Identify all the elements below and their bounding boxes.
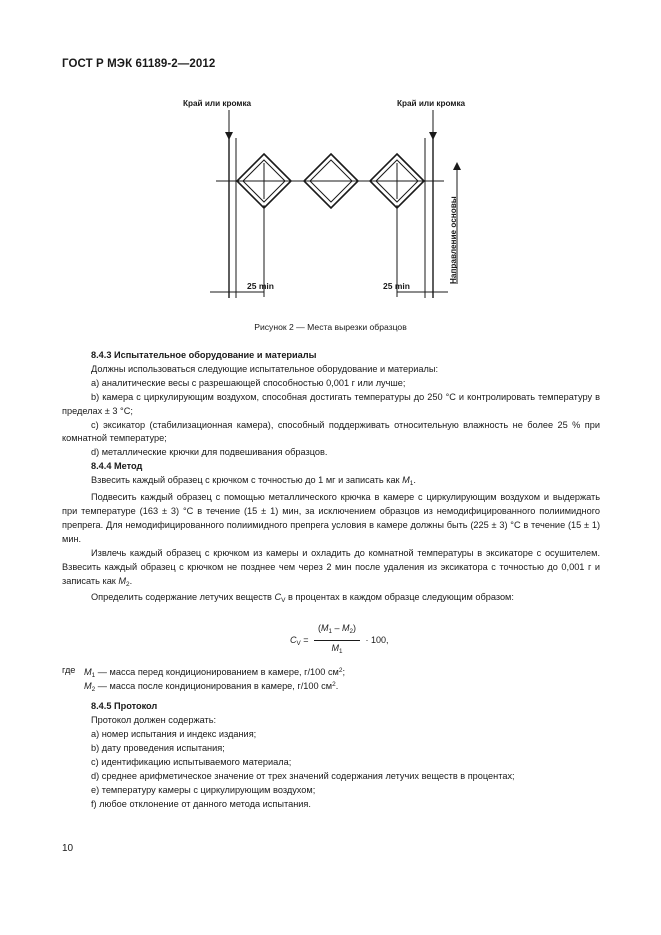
equipment-item-a: a) аналитические весы с разрешающей способностью 0,001 г или лучше;: [91, 377, 406, 388]
equipment-item-d: d) металлические крючки для подвешивания образцов.: [91, 447, 328, 458]
main-content: [62, 349, 600, 812]
report-item-c: c) идентификацию испытываемого материала;: [91, 756, 292, 767]
section-8-4-3-heading: 8.4.3 Испытательное оборудование и материалы: [91, 350, 317, 360]
method-paragraph-1: Взвесить каждый образец с крючком с точностью до 1 мг и записать как $M_1$.: [91, 475, 416, 488]
report-item-f: f) любое отклонение от данного метода испытания.: [91, 798, 311, 809]
method-paragraph-4: Определить содержание летучих веществ $C_V$ в процентах в каждом образце следующим образом:: [91, 592, 514, 605]
method-paragraph-2: Подвесить каждый образец с помощью металлического крючка в камере с циркулирующим воздухом и выдержать при температуре (163 ± 3) °С в течение (15 ± 1) мин, за исключением образцов из немодифицированного полиимидного препрега. Для немодифицированного полиимидного препрега условия в камере должны быть (225 ± 3) °С в течение (15 ± 1) мин.: [62, 492, 600, 544]
dimension-label-left: 25 min: [247, 281, 274, 291]
warp-direction-label: Направление основы: [449, 196, 458, 284]
document-header: ГОСТ Р МЭК 61189-2—2012: [62, 58, 216, 70]
equipment-intro: Должны использоваться следующие испытательное оборудование и материалы:: [91, 363, 439, 374]
equipment-item-c: c) эксикатор (стабилизационная камера), способный поддерживать относительную влажность не более 25 % при комнатной температуре;: [62, 419, 600, 444]
report-intro: Протокол должен содержать:: [91, 715, 217, 726]
definition-m2: $M_2$ — масса после кондиционирования в камере, г/100 $см^2$.: [84, 681, 339, 694]
volatile-content-formula: $C_V$ = $\frac{(M_1 - M_2)}{M_1}$ · 100,: [62, 608, 600, 664]
figure-cutting-locations: [0, 0, 661, 330]
section-8-4-5-heading: 8.4.5 Протокол: [91, 701, 158, 712]
edge-label-left: Край или кромка: [183, 99, 252, 108]
report-item-d: d) среднее арифметическое значение от трех значений содержания летучих веществ в процентах;: [91, 770, 515, 781]
equipment-item-b: b) камера с циркулирующим воздухом, способная достигать температуры до 250 °С и контролировать температуру в пределах ± 3 °С;: [62, 391, 600, 416]
definition-m1: где $M_1$ — масса перед кондиционированием в камере, г/100 $см^2$;: [62, 665, 346, 680]
dimension-label-right: 25 min: [383, 281, 410, 291]
page-number: 10: [62, 843, 74, 854]
figure-caption: Рисунок 2 — Места вырезки образцов: [254, 322, 407, 332]
report-item-b: b) дату проведения испытания;: [91, 743, 225, 754]
section-8-4-4-heading: 8.4.4 Метод: [91, 461, 143, 472]
report-item-a: a) номер испытания и индекс издания;: [91, 729, 257, 740]
edge-label-right: Край или кромка: [397, 99, 466, 108]
report-item-e: e) температуру камеры с циркулирующим воздухом;: [91, 784, 316, 795]
formula-fraction: $\frac{(M_1 - M_2)}{M_1}$: [314, 622, 360, 659]
method-paragraph-3: Извлечь каждый образец с крючком из камеры и охладить до комнатной температуры в эксикаторе с осушителем. Взвесить каждый образец с крючком не позднее чем через 2 мин после удаления из эксикатора с точностью до 0,001 г и записать как $M_2$.: [62, 547, 600, 588]
